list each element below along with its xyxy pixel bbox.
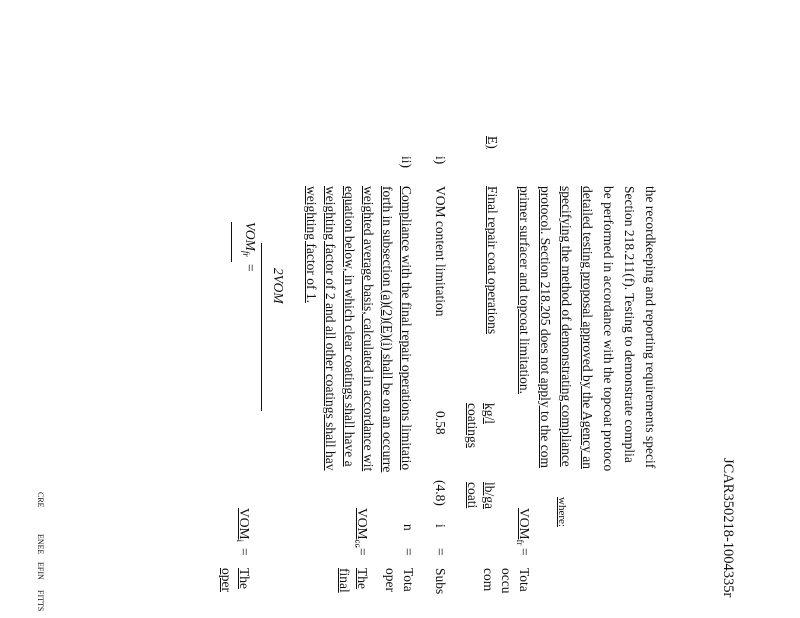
paragraph-line: protocol. Section 218.205 does not apply to the com [538, 186, 553, 468]
equation-numerator: 2VOM [271, 268, 286, 304]
item-ii-label: ii) [399, 156, 414, 168]
paragraph-line: the recordkeeping and reporting requirements specif [643, 186, 658, 469]
item-i-text: VOM content limitation [433, 186, 448, 317]
paragraph-line: weighting factor of 1. [304, 186, 319, 303]
paragraph-line: forth in subsection (a)(2)(E)(i) shall be on an occurre [380, 186, 395, 473]
def-text: Tota [517, 568, 532, 592]
where-label: where: [556, 497, 568, 527]
section-e-label: E) [485, 136, 500, 149]
margin-mark: FITTS [36, 590, 45, 612]
def-text: Subs [433, 568, 448, 595]
def-symbol: i [433, 524, 448, 528]
paragraph-line: equation below, in which clear coatings shall have a [342, 186, 357, 467]
def-symbol-text: VOM [237, 508, 252, 540]
def-text: occu [499, 568, 514, 594]
def-symbol-sub: fr [515, 539, 525, 546]
unit-lb-per-gal: lb/ga [482, 482, 497, 509]
def-symbol: n [401, 524, 416, 531]
unit-coatings-2: coati [465, 482, 480, 509]
def-symbol [512, 508, 532, 546]
item-i-value-kg: 0.58 [433, 411, 448, 435]
def-symbol-text: VOM [355, 508, 370, 540]
item-i-label: i) [433, 156, 448, 165]
document-code: JCAR350218-1004335r [720, 458, 736, 598]
equation-equals: = [243, 264, 258, 272]
def-symbol-sub: cc [353, 539, 363, 548]
item-i-value-lb: (4.8) [433, 480, 448, 506]
unit-coatings: coatings [465, 403, 480, 448]
paragraph-line: Section 218.211(f). Testing to demonstrate complia [622, 186, 637, 463]
def-text: com [481, 568, 496, 592]
fraction-bar [261, 243, 262, 411]
unit-kg-per-l: kg/l [482, 403, 497, 425]
def-text: Tota [401, 568, 416, 592]
def-equals: = [517, 548, 532, 556]
def-symbol-text: VOM [517, 508, 532, 540]
def-text: The [355, 568, 370, 589]
def-equals: = [355, 548, 370, 556]
def-text: The [237, 568, 252, 589]
paragraph-line: weighted average basis, calculated in accordance wit [361, 186, 376, 472]
def-symbol-sub: i [235, 539, 245, 543]
def-text: oper [219, 568, 234, 592]
margin-mark: EFIN [36, 562, 45, 580]
def-symbol [232, 508, 252, 542]
def-equals: = [237, 548, 252, 556]
equation-rule [231, 222, 232, 262]
equation-lhs-sub: fr [241, 250, 251, 257]
paragraph-line: detailed testing proposal approved by the Agency an [580, 186, 595, 470]
equation-lhs-var: VOM [243, 222, 258, 251]
equation-lhs [238, 222, 258, 257]
def-text: oper [383, 568, 398, 592]
paragraph-line: primer surfacer and topcoat limitation. [517, 186, 532, 395]
paragraph-line: weighting factor of 2 and all other coatings shall hav [323, 186, 338, 471]
paragraph-line: Compliance with the final repair operations limitatio [399, 186, 414, 471]
paragraph-line: be performed in accordance with the topcoat protoco [601, 186, 616, 472]
margin-mark: ENEE [36, 534, 45, 555]
paragraph-line: specifying the method of demonstrating compliance [559, 186, 574, 467]
section-e-title: Final repair coat operations [485, 186, 500, 335]
def-equals: = [433, 548, 448, 556]
margin-mark: CRE [36, 492, 45, 508]
def-equals: = [401, 548, 416, 556]
def-symbol [350, 508, 370, 548]
def-text: final [337, 568, 352, 593]
